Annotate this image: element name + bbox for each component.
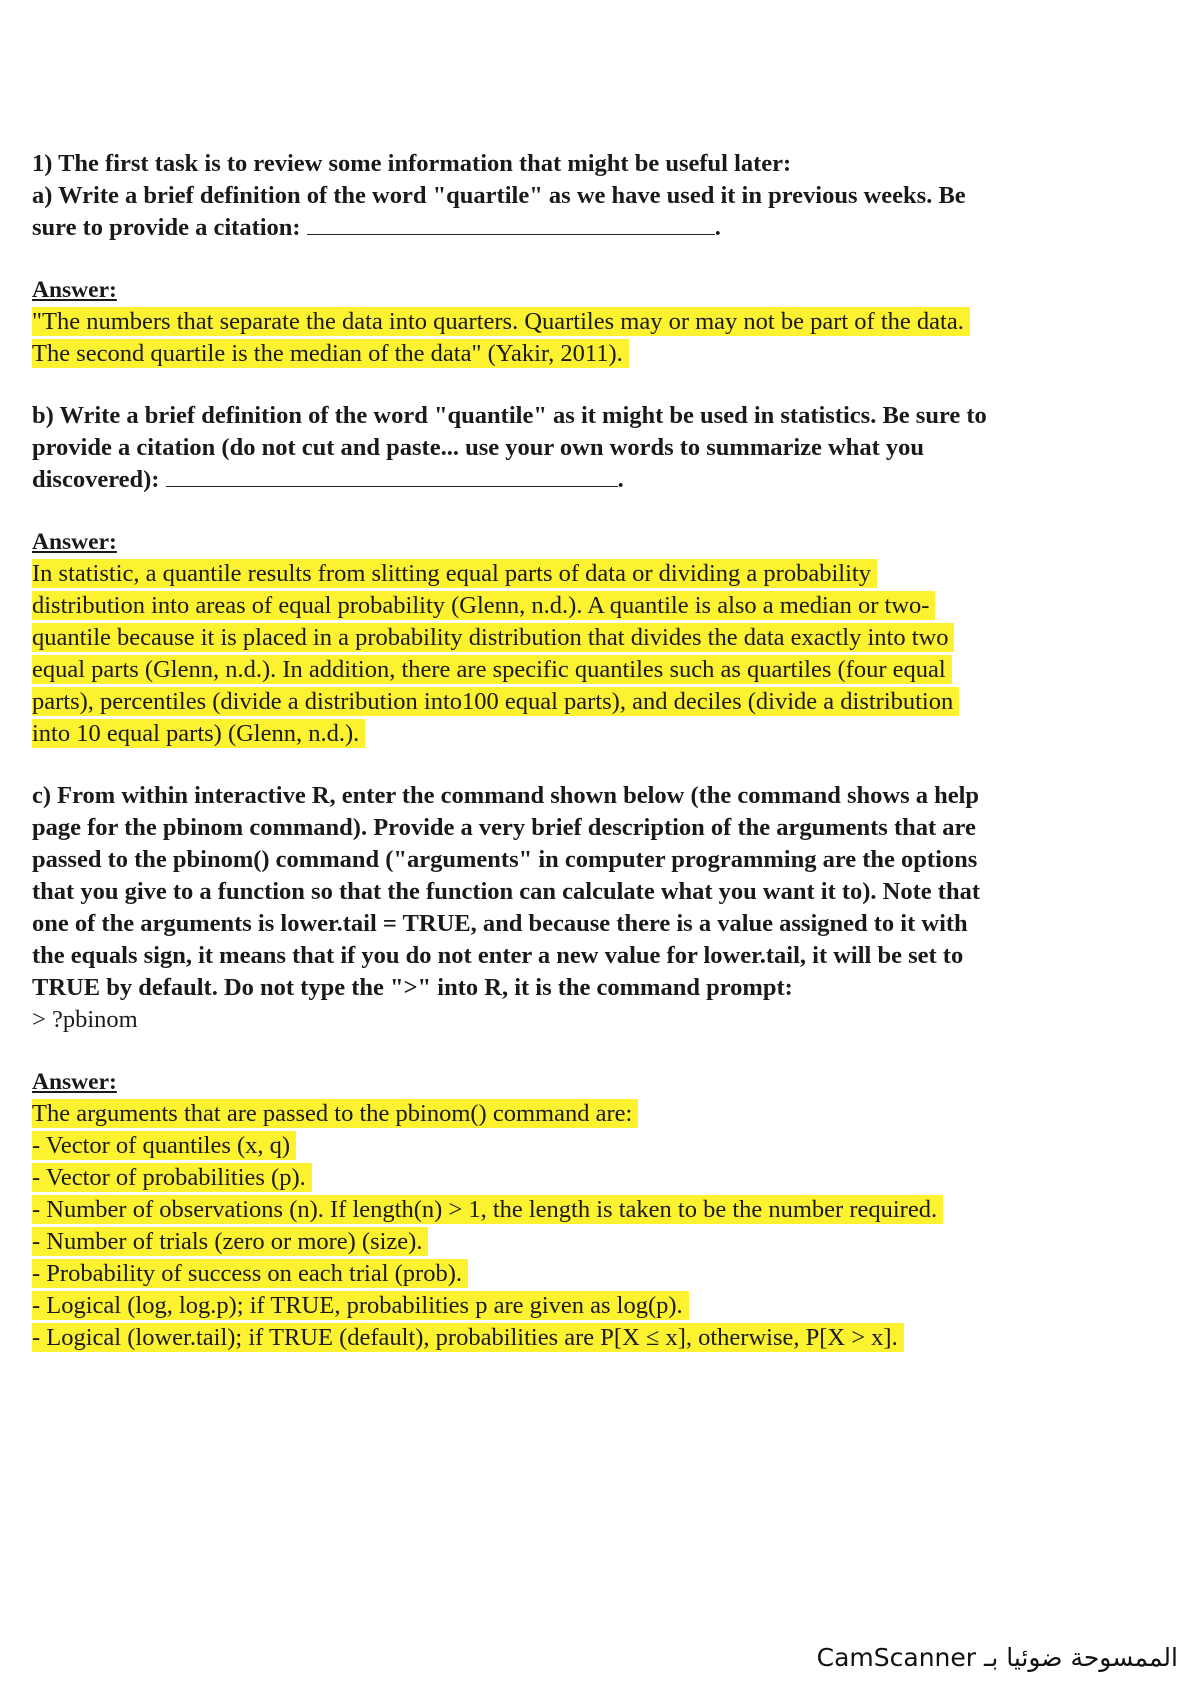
r-command-prompt: > ?pbinom xyxy=(32,1006,138,1033)
answer-b-line: equal parts (Glenn, n.d.). In addition, there are specific quantiles such as quartiles (four equal xyxy=(32,655,952,684)
answer-b-line: parts), percentiles (divide a distribution into100 equal parts), and deciles (divide a distribution xyxy=(32,687,959,716)
worksheet-content xyxy=(32,148,1142,1354)
question-c-line: one of the arguments is lower.tail = TRUE, and because there is a value assigned to it with xyxy=(32,910,968,937)
question-a-line-1: a) Write a brief definition of the word "quartile" as we have used it in previous weeks. Be xyxy=(32,182,966,209)
answer-c-line: - Vector of quantiles (x, q) xyxy=(32,1131,296,1160)
answer-b xyxy=(32,558,1142,750)
answer-label-a: Answer: xyxy=(32,277,117,303)
answer-b-line: quantile because it is placed in a probability distribution that divides the data exactly into two xyxy=(32,623,954,652)
question-c-line: TRUE by default. Do not type the ">" into R, it is the command prompt: xyxy=(32,974,793,1001)
blank-period-a: . xyxy=(714,214,721,241)
answer-a-line: The second quartile is the median of the data" (Yakir, 2011). xyxy=(32,339,629,368)
question-a-line-2 xyxy=(32,212,1142,244)
answer-c-line: The arguments that are passed to the pbinom() command are: xyxy=(32,1099,638,1128)
question-c xyxy=(32,780,1142,1036)
answer-c-line: - Vector of probabilities (p). xyxy=(32,1163,312,1192)
question-c-line: passed to the pbinom() command ("arguments" in computer programming are the options xyxy=(32,846,978,873)
question-b-text: discovered): xyxy=(32,466,160,493)
answer-a-line: "The numbers that separate the data into quarters. Quartiles may or may not be part of the data. xyxy=(32,307,970,336)
camscanner-watermark: الممسوحة ضوئيا بـ CamScanner xyxy=(816,1643,1178,1672)
answer-label-c: Answer: xyxy=(32,1069,117,1095)
question-b-line-3 xyxy=(32,464,1142,496)
question-b-line-1: b) Write a brief definition of the word "quantile" as it might be used in statistics. Be sure to xyxy=(32,402,987,429)
answer-blank-a xyxy=(307,214,715,235)
answer-b-line: into 10 equal parts) (Glenn, n.d.). xyxy=(32,719,365,748)
answer-c-line: - Number of observations (n). If length(n) > 1, the length is taken to be the number required. xyxy=(32,1195,943,1224)
question-c-line: the equals sign, it means that if you do not enter a new value for lower.tail, it will be set to xyxy=(32,942,964,969)
question-b-line-2: provide a citation (do not cut and paste... use your own words to summarize what you xyxy=(32,434,925,461)
answer-b-line: distribution into areas of equal probability (Glenn, n.d.). A quantile is also a median or two- xyxy=(32,591,935,620)
question-c-line: page for the pbinom command). Provide a very brief description of the arguments that are xyxy=(32,814,976,841)
answer-label-b: Answer: xyxy=(32,529,117,555)
answer-blank-b xyxy=(166,466,618,487)
answer-c-line: - Number of trials (zero or more) (size). xyxy=(32,1227,428,1256)
answer-c-line: - Logical (log, log.p); if TRUE, probabilities p are given as log(p). xyxy=(32,1291,689,1320)
answer-b-line: In statistic, a quantile results from slitting equal parts of data or dividing a probability xyxy=(32,559,877,588)
question-c-line: c) From within interactive R, enter the command shown below (the command shows a help xyxy=(32,782,980,809)
question-a-text: sure to provide a citation: xyxy=(32,214,301,241)
question-c-line: that you give to a function so that the function can calculate what you want it to). Note that xyxy=(32,878,980,905)
answer-a xyxy=(32,306,1142,370)
question-intro: 1) The first task is to review some information that might be useful later: xyxy=(32,150,792,177)
answer-c-line: - Logical (lower.tail); if TRUE (default), probabilities are P[X ≤ x], otherwise, P[X > x]. xyxy=(32,1323,904,1352)
answer-c-line: - Probability of success on each trial (prob). xyxy=(32,1259,468,1288)
answer-c xyxy=(32,1098,1142,1354)
blank-period-b: . xyxy=(617,466,624,493)
